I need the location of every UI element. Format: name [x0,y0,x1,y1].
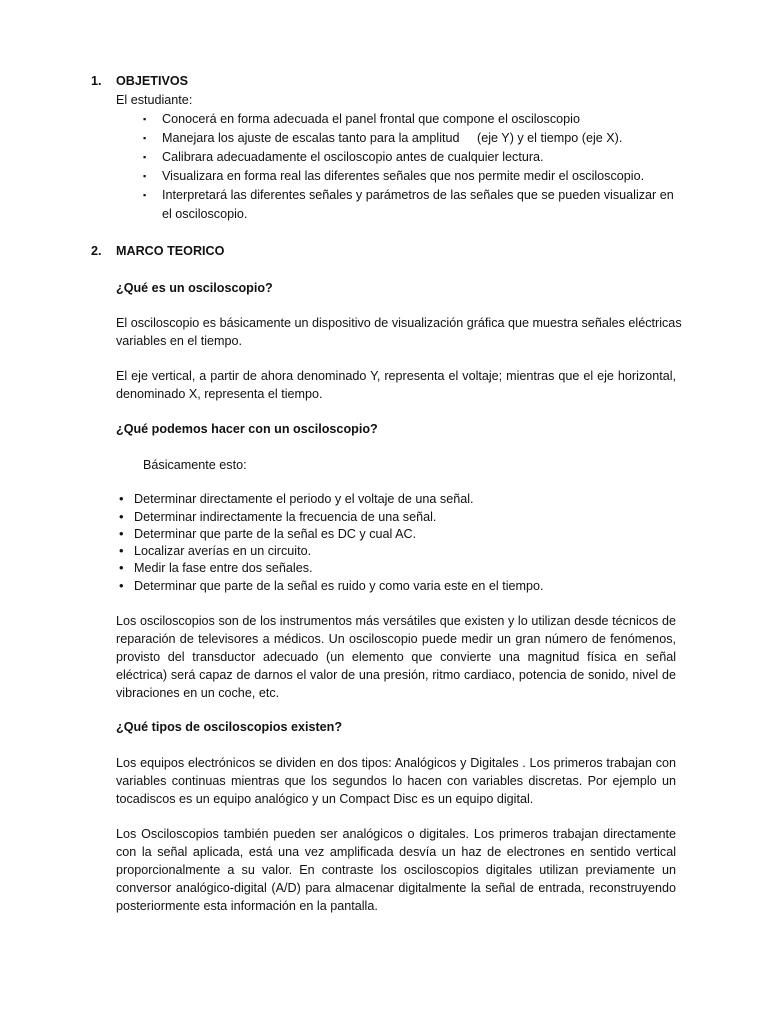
section-1-number: 1. [91,74,102,88]
paragraph-line: El eje vertical, a partir de ahora denominado Y, representa el voltaje; mientras que el eje horizontal, [116,369,676,383]
objective-item: Calibrara adecuadamente el osciloscopio antes de cualquier lectura. [162,150,544,164]
paragraph-line: denominado X, representa el tiempo. [116,387,323,401]
section-1-intro: El estudiante: [116,93,193,107]
use-item: Medir la fase entre dos señales. [134,561,313,575]
objective-item-continuation: el osciloscopio. [162,207,248,221]
square-bullet-icon: ▪ [143,190,147,200]
question-heading: ¿Qué tipos de osciloscopios existen? [116,720,343,734]
use-item: Determinar que parte de la señal es DC y cual AC. [134,527,417,541]
basic-intro: Básicamente esto: [143,458,247,472]
dot-bullet-icon: • [119,560,124,575]
question-heading: ¿Qué podemos hacer con un osciloscopio? [116,422,378,436]
dot-bullet-icon: • [119,526,124,541]
square-bullet-icon: ▪ [143,152,147,162]
paragraph-oscilloscope-types [116,825,676,915]
objective-item: Visualizara en forma real las diferentes señales que nos permite medir el osciloscopio. [162,169,645,183]
use-item: Determinar directamente el periodo y el voltaje de una señal. [134,492,474,506]
paragraph-line: El osciloscopio es básicamente un dispositivo de visualización gráfica que muestra señales eléctricas [116,316,682,330]
dot-bullet-icon: • [119,509,124,524]
objective-item: Manejara los ajuste de escalas tanto para la amplitud (eje Y) y el tiempo (eje X). [162,131,623,145]
paragraph-axes [116,367,676,403]
paragraph-line: posteriormente esta información en la pantalla. [116,899,378,913]
paragraph-line: variables continuas mientras que los segundos lo hacen con variables discretas. Por ejemplo un [116,774,676,788]
paragraph-equipment-types [116,754,676,808]
paragraph-line: Los equipos electrónicos se dividen en dos tipos: Analógicos y Digitales . Los primeros trabajan con [116,756,676,770]
paragraph-line: Los osciloscopios son de los instrumentos más versátiles que existen y lo utilizan desde técnicos de [116,614,676,628]
square-bullet-icon: ▪ [143,133,147,143]
question-heading: ¿Qué es un osciloscopio? [116,281,273,295]
paragraph-line: tocadiscos es un equipo analógico y un Compact Disc es un equipo digital. [116,792,534,806]
objective-item: Conocerá en forma adecuada el panel frontal que compone el osciloscopio [162,112,580,126]
use-item: Localizar averías en un circuito. [134,544,312,558]
paragraph-line: vibraciones en un coche, etc. [116,686,280,700]
dot-bullet-icon: • [119,543,124,558]
paragraph-line: proporcionalmente a su valor. En contraste los osciloscopios digitales utilizan previamente un [116,863,676,877]
section-2-number: 2. [91,244,102,258]
objective-item: Interpretará las diferentes señales y parámetros de las señales que se pueden visualizar en [162,188,674,202]
paragraph-line: variables en el tiempo. [116,334,243,348]
section-2-title: MARCO TEORICO [116,244,225,258]
paragraph-definition [116,314,682,350]
use-item: Determinar que parte de la señal es ruido y como varia este en el tiempo. [134,579,544,593]
section-1-title: OBJETIVOS [116,74,189,88]
use-item: Determinar indirectamente la frecuencia de una señal. [134,510,437,524]
paragraph-line: conversor analógico-digital (A/D) para almacenar digitalmente la señal de entrada, reconstruyendo [116,881,676,895]
paragraph-line: con la señal aplicada, está una vez amplificada desvía un haz de electrones en sentido vertical [116,845,676,859]
dot-bullet-icon: • [119,491,124,506]
square-bullet-icon: ▪ [143,114,147,124]
dot-bullet-icon: • [119,578,124,593]
paragraph-versatility [116,612,676,702]
paragraph-line: reparación de televisores a médicos. Un osciloscopio puede medir un gran número de fenómenos, [116,632,676,646]
paragraph-line: provisto del transductor adecuado (un elemento que convierte una magnitud física en señal [116,650,676,664]
paragraph-line: eléctrica) será capaz de darnos el valor de una presión, ritmo cardiaco, potencia de sonido, nivel de [116,668,676,682]
square-bullet-icon: ▪ [143,171,147,181]
paragraph-line: Los Osciloscopios también pueden ser analógicos o digitales. Los primeros trabajan directamente [116,827,676,841]
